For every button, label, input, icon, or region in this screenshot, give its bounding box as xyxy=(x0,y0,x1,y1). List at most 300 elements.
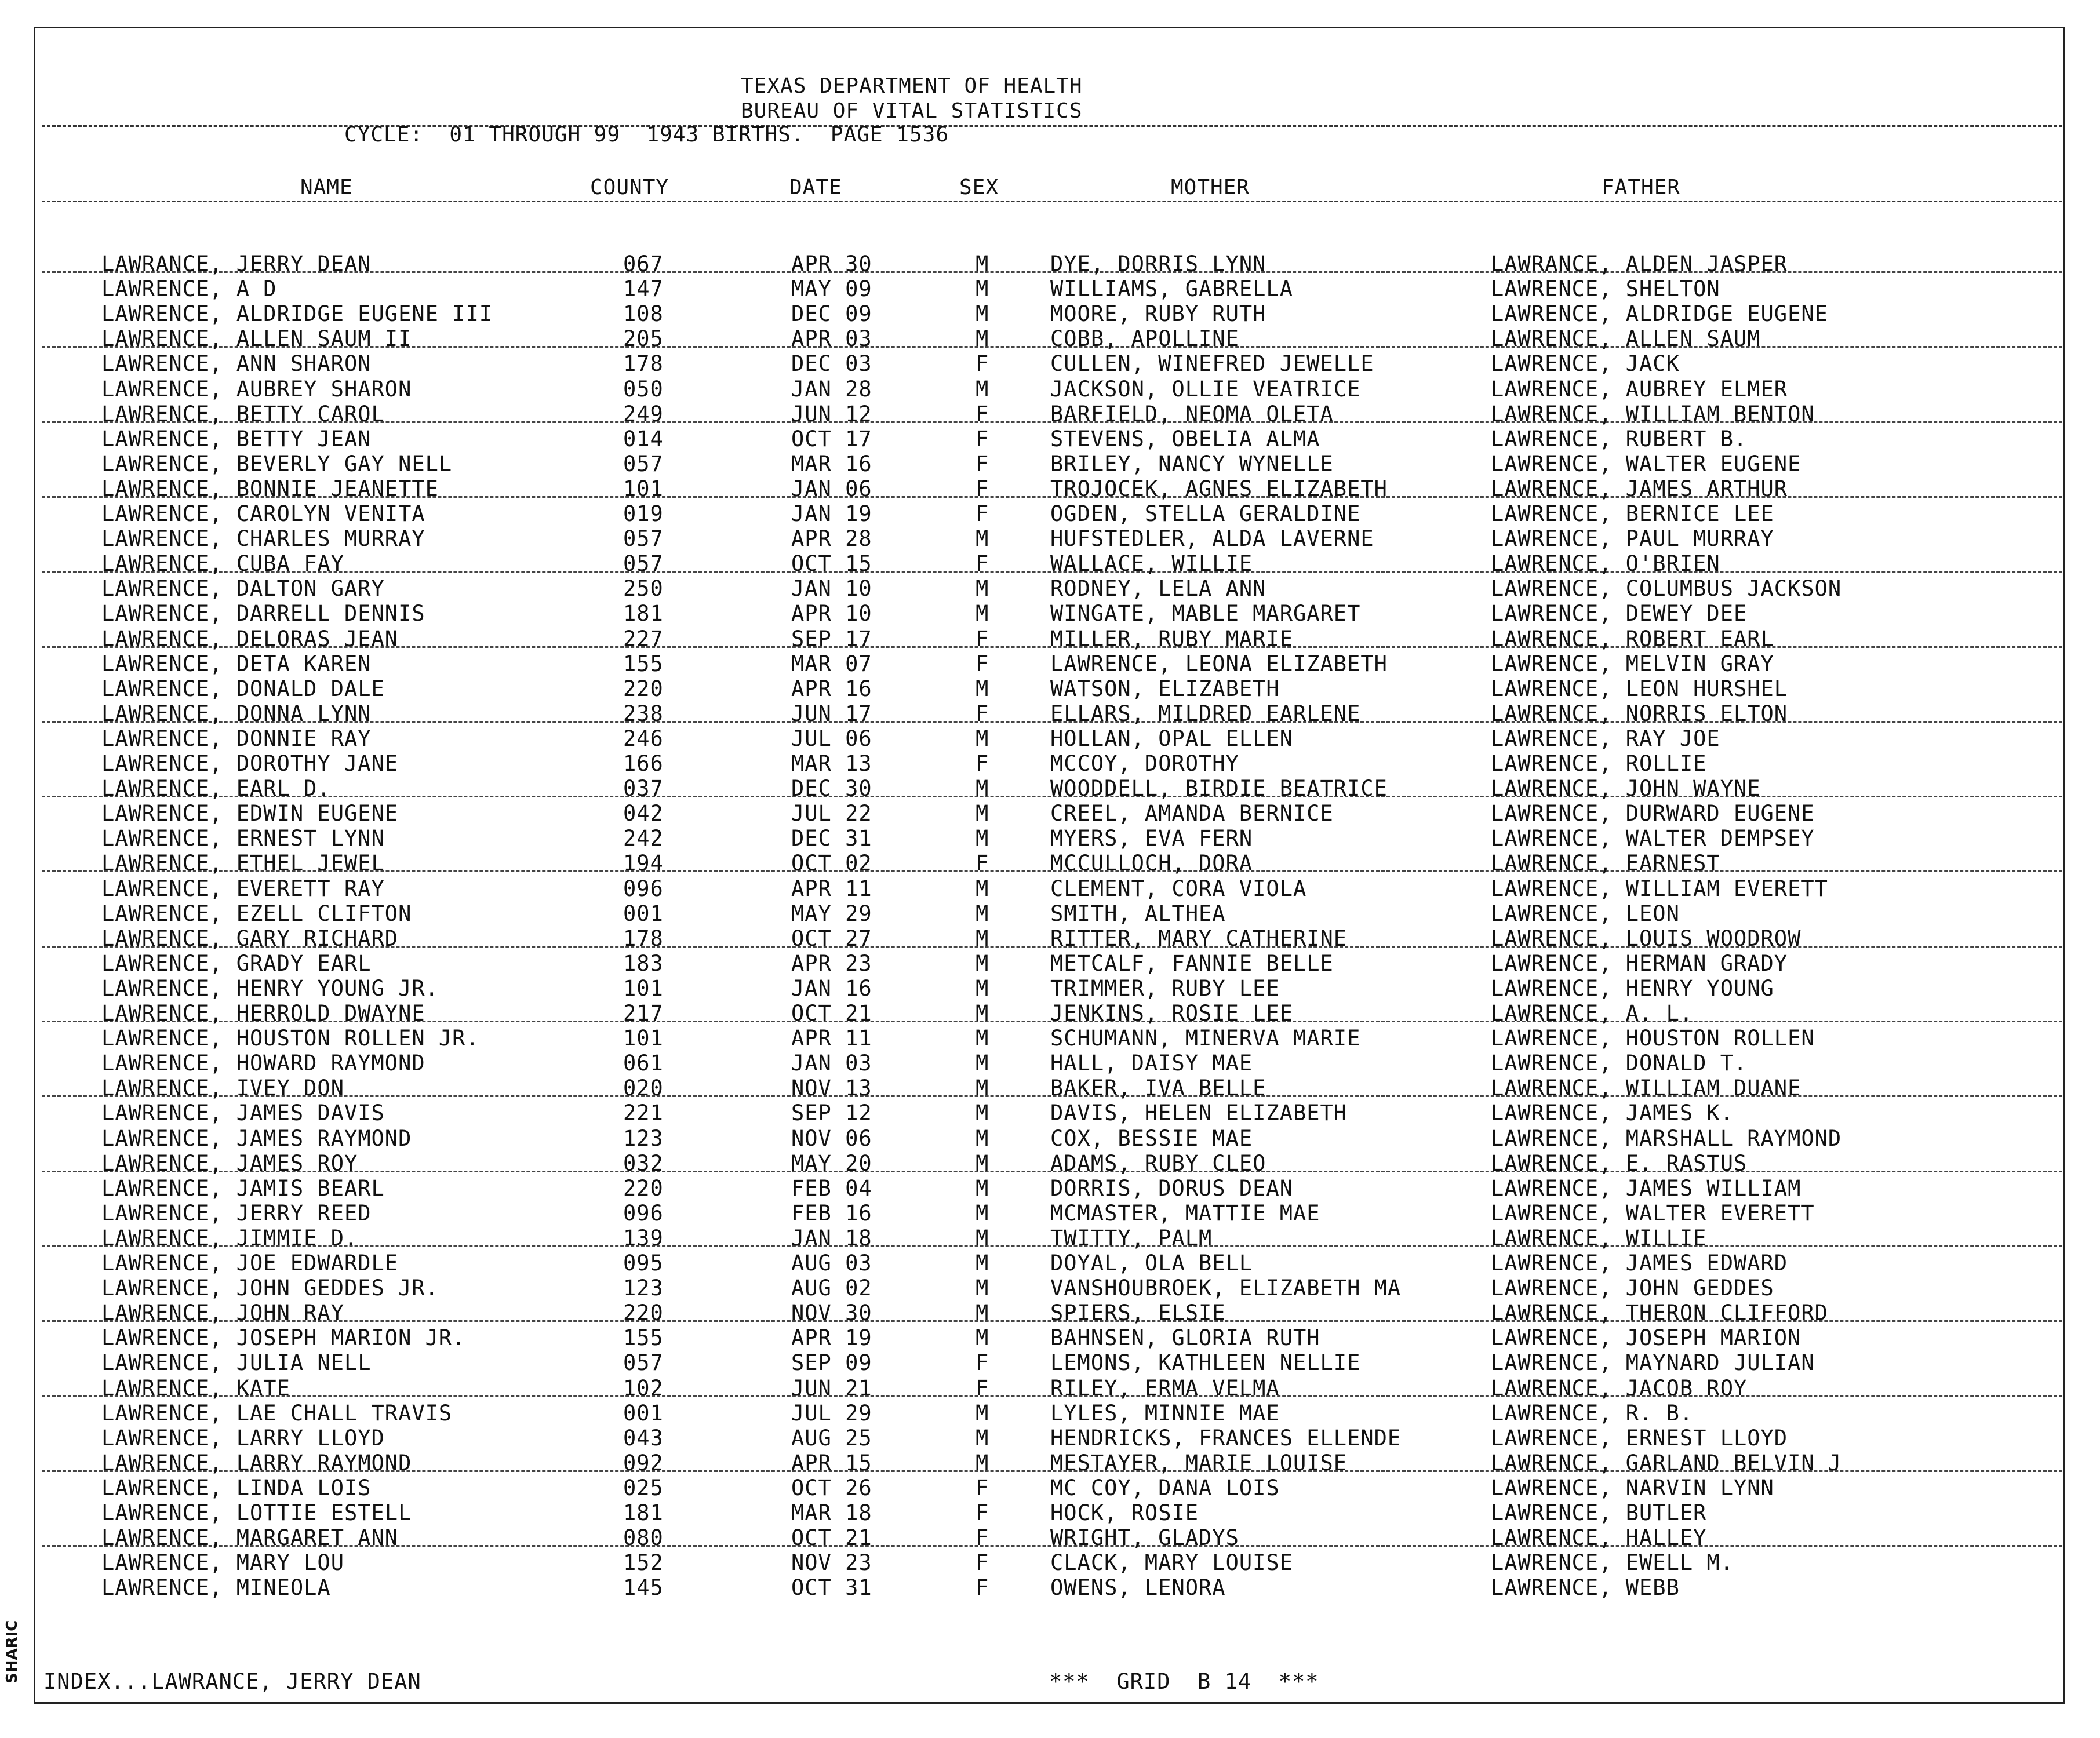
table-row xyxy=(0,626,2063,651)
table-row xyxy=(0,1550,2063,1575)
cell-mother: SPIERS, ELSIE xyxy=(1050,1300,1226,1326)
cell-name: LAWRENCE, LINDA LOIS xyxy=(101,1475,372,1500)
cell-father: LAWRENCE, MAYNARD JULIAN xyxy=(1491,1350,1815,1376)
cell-name: LAWRENCE, HOWARD RAYMOND xyxy=(101,1051,425,1076)
cell-name: LAWRENCE, CHARLES MURRAY xyxy=(101,526,425,552)
cell-county: 246 xyxy=(623,726,664,751)
cell-father: LAWRENCE, JAMES K. xyxy=(1491,1101,1734,1126)
table-row xyxy=(0,1376,2063,1401)
table-row xyxy=(0,1001,2063,1026)
cell-mother: DAVIS, HELEN ELIZABETH xyxy=(1050,1101,1348,1126)
table-row xyxy=(0,801,2063,826)
cell-county: 227 xyxy=(623,626,664,651)
cell-father: LAWRENCE, EARNEST xyxy=(1491,851,1720,876)
cell-mother: WALLACE, WILLIE xyxy=(1050,551,1253,577)
table-row xyxy=(0,402,2063,427)
cell-sex: M xyxy=(976,526,989,552)
cell-sex: M xyxy=(976,1125,989,1151)
table-row xyxy=(0,276,2063,301)
cell-sex: F xyxy=(976,626,989,651)
cell-date: APR 30 xyxy=(791,252,872,276)
cell-date: NOV 23 xyxy=(791,1550,872,1576)
cell-father: LAWRENCE, NORRIS ELTON xyxy=(1491,701,1788,726)
cell-sex: M xyxy=(976,252,989,276)
cell-name: LAWRENCE, JULIA NELL xyxy=(101,1350,372,1376)
table-row xyxy=(0,1575,2063,1600)
cell-date: JAN 06 xyxy=(791,476,872,501)
cell-name: LAWRENCE, JOHN GEDDES JR. xyxy=(101,1276,439,1301)
cell-sex: M xyxy=(976,1076,989,1101)
cell-mother: LEMONS, KATHLEEN NELLIE xyxy=(1050,1350,1361,1376)
cell-date: APR 16 xyxy=(791,676,872,701)
cell-sex: M xyxy=(976,1276,989,1301)
cell-sex: M xyxy=(976,1051,989,1076)
table-row xyxy=(0,1475,2063,1500)
cell-father: LAWRENCE, ALLEN SAUM xyxy=(1491,326,1761,352)
cell-name: LAWRENCE, JAMES ROY xyxy=(101,1150,358,1176)
cell-mother: COX, BESSIE MAE xyxy=(1050,1125,1253,1151)
cell-name: LAWRENCE, BEVERLY GAY NELL xyxy=(101,451,453,476)
cell-date: NOV 30 xyxy=(791,1300,872,1326)
cell-sex: M xyxy=(976,576,989,602)
cell-date: AUG 02 xyxy=(791,1276,872,1301)
cell-name: LAWRENCE, BONNIE JEANETTE xyxy=(101,476,439,501)
cell-county: 014 xyxy=(623,426,664,451)
cell-father: LAWRENCE, BUTLER xyxy=(1491,1500,1707,1525)
cell-mother: HALL, DAISY MAE xyxy=(1050,1051,1253,1076)
table-row xyxy=(0,1101,2063,1125)
cell-county: 155 xyxy=(623,651,664,676)
cell-county: 155 xyxy=(623,1325,664,1351)
table-row xyxy=(0,526,2063,551)
cell-name: LAWRENCE, LARRY LLOYD xyxy=(101,1425,385,1451)
cell-father: LAWRENCE, JAMES ARTHUR xyxy=(1491,476,1788,501)
cell-county: 061 xyxy=(623,1051,664,1076)
cell-county: 101 xyxy=(623,975,664,1001)
cell-county: 092 xyxy=(623,1450,664,1475)
cell-county: 183 xyxy=(623,950,664,976)
cell-date: SEP 12 xyxy=(791,1101,872,1126)
cell-father: LAWRENCE, A. L. xyxy=(1491,1001,1694,1026)
cell-father: LAWRENCE, BERNICE LEE xyxy=(1491,501,1774,526)
agency-title: TEXAS DEPARTMENT OF HEALTH xyxy=(741,74,1083,98)
cell-county: 102 xyxy=(623,1375,664,1401)
cell-county: 037 xyxy=(623,776,664,801)
table-row xyxy=(0,751,2063,776)
cell-mother: ADAMS, RUBY CLEO xyxy=(1050,1150,1266,1176)
cell-county: 249 xyxy=(623,401,664,427)
table-row xyxy=(0,726,2063,751)
cell-sex: M xyxy=(976,1450,989,1475)
cell-date: JUN 17 xyxy=(791,701,872,726)
cell-county: 147 xyxy=(623,276,664,302)
cell-father: LAWRENCE, NARVIN LYNN xyxy=(1491,1475,1774,1500)
table-row xyxy=(0,651,2063,676)
cell-county: 181 xyxy=(623,1500,664,1525)
cell-county: 025 xyxy=(623,1475,664,1500)
cell-date: APR 11 xyxy=(791,876,872,901)
cell-county: 020 xyxy=(623,1076,664,1101)
cell-father: LAWRENCE, WILLIAM EVERETT xyxy=(1491,876,1828,901)
cell-date: MAY 20 xyxy=(791,1150,872,1176)
cell-sex: F xyxy=(976,476,989,501)
cell-father: LAWRENCE, ALDRIDGE EUGENE xyxy=(1491,301,1828,327)
cell-name: LAWRENCE, ERNEST LYNN xyxy=(101,826,385,851)
cell-mother: JENKINS, ROSIE LEE xyxy=(1050,1001,1293,1026)
cell-father: LAWRENCE, RAY JOE xyxy=(1491,726,1720,751)
cell-county: 057 xyxy=(623,526,664,552)
cell-county: 220 xyxy=(623,1175,664,1201)
cell-father: LAWRENCE, HOUSTON ROLLEN xyxy=(1491,1026,1815,1051)
cell-county: 096 xyxy=(623,1200,664,1226)
cell-sex: M xyxy=(976,876,989,901)
cell-date: APR 15 xyxy=(791,1450,872,1475)
cell-county: 166 xyxy=(623,751,664,776)
cell-father: LAWRENCE, R. B. xyxy=(1491,1400,1694,1426)
cell-mother: STEVENS, OBELIA ALMA xyxy=(1050,426,1320,451)
cell-mother: MCCOY, DOROTHY xyxy=(1050,751,1239,776)
cell-date: JAN 16 xyxy=(791,975,872,1001)
cell-mother: LYLES, MINNIE MAE xyxy=(1050,1400,1280,1426)
cell-county: 220 xyxy=(623,1300,664,1326)
cell-date: NOV 13 xyxy=(791,1076,872,1101)
cell-father: LAWRENCE, DURWARD EUGENE xyxy=(1491,801,1815,826)
table-row xyxy=(0,1126,2063,1151)
col-mother-header: MOTHER xyxy=(1171,176,1250,199)
cell-date: MAY 09 xyxy=(791,276,872,302)
cell-sex: M xyxy=(976,676,989,701)
cell-date: JAN 18 xyxy=(791,1225,872,1251)
cell-county: 242 xyxy=(623,826,664,851)
cell-name: LAWRENCE, AUBREY SHARON xyxy=(101,376,412,402)
table-row xyxy=(0,501,2063,526)
cell-name: LAWRANCE, JERRY DEAN xyxy=(101,252,372,276)
cell-father: LAWRENCE, HALLEY xyxy=(1491,1525,1707,1551)
cell-county: 250 xyxy=(623,576,664,602)
cell-name: LAWRENCE, HOUSTON ROLLEN JR. xyxy=(101,1026,479,1051)
table-row xyxy=(0,1451,2063,1475)
cell-sex: M xyxy=(976,975,989,1001)
cell-sex: M xyxy=(976,1251,989,1276)
cell-date: AUG 25 xyxy=(791,1425,872,1451)
cell-mother: RILEY, ERMA VELMA xyxy=(1050,1375,1280,1401)
cell-mother: WOODDELL, BIRDIE BEATRICE xyxy=(1050,776,1388,801)
cell-father: LAWRENCE, PAUL MURRAY xyxy=(1491,526,1774,552)
cell-name: LAWRENCE, ALDRIDGE EUGENE III xyxy=(101,301,493,327)
cell-father: LAWRENCE, WILLIE xyxy=(1491,1225,1707,1251)
cell-sex: M xyxy=(976,1325,989,1351)
cell-father: LAWRENCE, EWELL M. xyxy=(1491,1550,1734,1576)
table-row xyxy=(0,252,2063,276)
cell-mother: HOCK, ROSIE xyxy=(1050,1500,1199,1525)
cell-county: 050 xyxy=(623,376,664,402)
cell-name: LAWRENCE, DOROTHY JANE xyxy=(101,751,399,776)
cell-county: 217 xyxy=(623,1001,664,1026)
cell-county: 067 xyxy=(623,252,664,276)
cell-date: MAR 07 xyxy=(791,651,872,676)
cell-name: LAWRENCE, DETA KAREN xyxy=(101,651,372,676)
cell-father: LAWRENCE, COLUMBUS JACKSON xyxy=(1491,576,1842,602)
cell-name: LAWRENCE, DONNA LYNN xyxy=(101,701,372,726)
cell-name: LAWRENCE, JOSEPH MARION JR. xyxy=(101,1325,466,1351)
cell-mother: MOORE, RUBY RUTH xyxy=(1050,301,1266,327)
cell-date: APR 23 xyxy=(791,950,872,976)
table-row xyxy=(0,1076,2063,1101)
cell-mother: MILLER, RUBY MARIE xyxy=(1050,626,1293,651)
table-row xyxy=(0,1226,2063,1251)
table-row xyxy=(0,1251,2063,1276)
cell-county: 139 xyxy=(623,1225,664,1251)
cell-county: 057 xyxy=(623,551,664,577)
cell-name: LAWRENCE, LAE CHALL TRAVIS xyxy=(101,1400,453,1426)
cell-father: LAWRENCE, GARLAND BELVIN J xyxy=(1491,1450,1842,1475)
cell-county: 043 xyxy=(623,1425,664,1451)
cell-name: LAWRENCE, HENRY YOUNG JR. xyxy=(101,975,439,1001)
cell-mother: CULLEN, WINEFRED JEWELLE xyxy=(1050,351,1374,377)
cell-date: DEC 03 xyxy=(791,351,872,377)
cell-date: OCT 21 xyxy=(791,1001,872,1026)
table-row xyxy=(0,551,2063,576)
cell-mother: MCMASTER, MATTIE MAE xyxy=(1050,1200,1320,1226)
cell-mother: CREEL, AMANDA BERNICE xyxy=(1050,801,1334,826)
cell-county: 194 xyxy=(623,851,664,876)
cell-sex: M xyxy=(976,376,989,402)
cell-county: 032 xyxy=(623,1150,664,1176)
cell-name: LAWRENCE, DALTON GARY xyxy=(101,576,385,602)
table-row xyxy=(0,377,2063,402)
cell-date: DEC 09 xyxy=(791,301,872,327)
cell-name: LAWRENCE, KATE xyxy=(101,1375,290,1401)
cell-father: LAWRENCE, JOSEPH MARION xyxy=(1491,1325,1801,1351)
cell-sex: F xyxy=(976,1475,989,1500)
cell-county: 220 xyxy=(623,676,664,701)
cell-father: LAWRENCE, JOHN GEDDES xyxy=(1491,1276,1774,1301)
cell-county: 095 xyxy=(623,1251,664,1276)
cell-sex: M xyxy=(976,1026,989,1051)
cell-mother: BAHNSEN, GLORIA RUTH xyxy=(1050,1325,1320,1351)
cell-name: LAWRENCE, EVERETT RAY xyxy=(101,876,385,901)
cell-father: LAWRENCE, WALTER DEMPSEY xyxy=(1491,826,1815,851)
cell-father: LAWRENCE, O'BRIEN xyxy=(1491,551,1720,577)
cell-name: LAWRENCE, EARL D. xyxy=(101,776,331,801)
table-row xyxy=(0,1401,2063,1426)
cell-father: LAWRENCE, HENRY YOUNG xyxy=(1491,975,1774,1001)
cell-sex: M xyxy=(976,1200,989,1226)
cell-date: MAY 29 xyxy=(791,901,872,926)
cell-date: JUL 06 xyxy=(791,726,872,751)
cell-sex: M xyxy=(976,1300,989,1326)
cell-mother: WILLIAMS, GABRELLA xyxy=(1050,276,1293,302)
cell-mother: TWITTY, PALM xyxy=(1050,1225,1213,1251)
cell-mother: MC COY, DANA LOIS xyxy=(1050,1475,1280,1500)
table-row xyxy=(0,926,2063,951)
cell-county: 042 xyxy=(623,801,664,826)
cell-mother: LAWRENCE, LEONA ELIZABETH xyxy=(1050,651,1388,676)
cell-father: LAWRENCE, WALTER EVERETT xyxy=(1491,1200,1815,1226)
cell-father: LAWRENCE, E. RASTUS xyxy=(1491,1150,1748,1176)
cell-date: OCT 27 xyxy=(791,926,872,951)
cell-date: MAR 16 xyxy=(791,451,872,476)
side-label: SHARIC xyxy=(3,1620,21,1684)
cell-name: LAWRENCE, ETHEL JEWEL xyxy=(101,851,385,876)
cell-name: LAWRENCE, JIMMIE D. xyxy=(101,1225,358,1251)
cell-mother: WINGATE, MABLE MARGARET xyxy=(1050,601,1361,626)
cell-father: LAWRENCE, SHELTON xyxy=(1491,276,1720,302)
cell-mother: DOYAL, OLA BELL xyxy=(1050,1251,1253,1276)
table-row xyxy=(0,876,2063,901)
cell-date: APR 03 xyxy=(791,326,872,352)
cell-county: 205 xyxy=(623,326,664,352)
cell-date: APR 19 xyxy=(791,1325,872,1351)
cell-name: LAWRENCE, EDWIN EUGENE xyxy=(101,801,399,826)
cell-father: LAWRENCE, WEBB xyxy=(1491,1575,1680,1601)
cell-sex: M xyxy=(976,801,989,826)
table-row xyxy=(0,1151,2063,1176)
grid-footer: *** GRID B 14 *** xyxy=(1049,1669,1319,1694)
table-row xyxy=(0,901,2063,926)
cell-mother: CLEMENT, CORA VIOLA xyxy=(1050,876,1307,901)
cell-county: 178 xyxy=(623,351,664,377)
cell-father: LAWRANCE, ALDEN JASPER xyxy=(1491,252,1788,276)
cell-sex: F xyxy=(976,351,989,377)
cell-father: LAWRENCE, WILLIAM DUANE xyxy=(1491,1076,1801,1101)
cell-date: SEP 17 xyxy=(791,626,872,651)
cell-date: MAR 18 xyxy=(791,1500,872,1525)
cell-county: 123 xyxy=(623,1276,664,1301)
cell-mother: WATSON, ELIZABETH xyxy=(1050,676,1280,701)
cell-name: LAWRENCE, MINEOLA xyxy=(101,1575,331,1601)
cell-sex: F xyxy=(976,651,989,676)
cell-name: LAWRENCE, MARY LOU xyxy=(101,1550,344,1576)
cell-date: SEP 09 xyxy=(791,1350,872,1376)
cell-mother: MYERS, EVA FERN xyxy=(1050,826,1253,851)
cell-date: JUN 12 xyxy=(791,401,872,427)
cell-county: 096 xyxy=(623,876,664,901)
table-row xyxy=(0,1525,2063,1550)
cell-father: LAWRENCE, MARSHALL RAYMOND xyxy=(1491,1125,1842,1151)
cell-mother: ELLARS, MILDRED EARLENE xyxy=(1050,701,1361,726)
cell-county: 101 xyxy=(623,476,664,501)
table-row xyxy=(0,1426,2063,1451)
cell-name: LAWRENCE, ALLEN SAUM II xyxy=(101,326,412,352)
cell-mother: RODNEY, LELA ANN xyxy=(1050,576,1266,602)
cell-sex: F xyxy=(976,1375,989,1401)
cell-county: 057 xyxy=(623,1350,664,1376)
table-row xyxy=(0,676,2063,701)
cell-date: OCT 02 xyxy=(791,851,872,876)
cell-name: LAWRENCE, JERRY REED xyxy=(101,1200,372,1226)
table-row xyxy=(0,301,2063,326)
cell-name: LAWRENCE, LARRY RAYMOND xyxy=(101,1450,412,1475)
table-row xyxy=(0,1201,2063,1226)
cell-name: LAWRENCE, GRADY EARL xyxy=(101,950,372,976)
cell-date: JAN 03 xyxy=(791,1051,872,1076)
cell-date: DEC 30 xyxy=(791,776,872,801)
cell-father: LAWRENCE, LEON HURSHEL xyxy=(1491,676,1788,701)
cell-father: LAWRENCE, LOUIS WOODROW xyxy=(1491,926,1801,951)
cell-mother: DYE, DORRIS LYNN xyxy=(1050,252,1266,276)
cell-name: LAWRENCE, JAMES DAVIS xyxy=(101,1101,385,1126)
cell-name: LAWRENCE, DARRELL DENNIS xyxy=(101,601,425,626)
cell-county: 001 xyxy=(623,1400,664,1426)
cell-sex: M xyxy=(976,1425,989,1451)
cell-sex: M xyxy=(976,601,989,626)
cell-name: LAWRENCE, CUBA FAY xyxy=(101,551,344,577)
cell-father: LAWRENCE, JACK xyxy=(1491,351,1680,377)
cell-mother: OGDEN, STELLA GERALDINE xyxy=(1050,501,1361,526)
cell-date: APR 28 xyxy=(791,526,872,552)
table-row xyxy=(0,601,2063,626)
cell-mother: BARFIELD, NEOMA OLETA xyxy=(1050,401,1334,427)
table-row xyxy=(0,951,2063,976)
cell-county: 108 xyxy=(623,301,664,327)
cell-date: OCT 26 xyxy=(791,1475,872,1500)
cell-sex: M xyxy=(976,726,989,751)
cell-father: LAWRENCE, JOHN WAYNE xyxy=(1491,776,1761,801)
table-row xyxy=(0,1300,2063,1325)
index-footer: INDEX...LAWRANCE, JERRY DEAN xyxy=(43,1669,421,1694)
cell-county: 080 xyxy=(623,1525,664,1551)
cell-sex: F xyxy=(976,751,989,776)
cell-sex: F xyxy=(976,851,989,876)
cell-county: 221 xyxy=(623,1101,664,1126)
cell-mother: MESTAYER, MARIE LOUISE xyxy=(1050,1450,1348,1475)
cell-name: LAWRENCE, DONALD DALE xyxy=(101,676,385,701)
cell-mother: HUFSTEDLER, ALDA LAVERNE xyxy=(1050,526,1374,552)
cell-county: 101 xyxy=(623,1026,664,1051)
cell-name: LAWRENCE, ANN SHARON xyxy=(101,351,372,377)
cell-mother: SMITH, ALTHEA xyxy=(1050,901,1226,926)
cell-name: LAWRENCE, JAMES RAYMOND xyxy=(101,1125,412,1151)
cell-name: LAWRENCE, DONNIE RAY xyxy=(101,726,372,751)
cell-date: JAN 10 xyxy=(791,576,872,602)
cell-name: LAWRENCE, JOE EDWARDLE xyxy=(101,1251,399,1276)
cell-name: LAWRENCE, MARGARET ANN xyxy=(101,1525,399,1551)
cell-father: LAWRENCE, JACOB ROY xyxy=(1491,1375,1748,1401)
cell-date: MAR 13 xyxy=(791,751,872,776)
column-header-rule xyxy=(42,201,2062,202)
table-row xyxy=(0,1500,2063,1525)
table-row xyxy=(0,1176,2063,1201)
table-row xyxy=(0,851,2063,876)
cell-father: LAWRENCE, JAMES EDWARD xyxy=(1491,1251,1788,1276)
cell-name: LAWRENCE, HERROLD DWAYNE xyxy=(101,1001,425,1026)
cell-name: LAWRENCE, BETTY JEAN xyxy=(101,426,372,451)
cell-mother: HOLLAN, OPAL ELLEN xyxy=(1050,726,1293,751)
cell-county: 145 xyxy=(623,1575,664,1601)
cell-mother: BRILEY, NANCY WYNELLE xyxy=(1050,451,1334,476)
cell-sex: M xyxy=(976,950,989,976)
cell-father: LAWRENCE, AUBREY ELMER xyxy=(1491,376,1788,402)
cell-father: LAWRENCE, DONALD T. xyxy=(1491,1051,1748,1076)
cell-mother: RITTER, MARY CATHERINE xyxy=(1050,926,1348,951)
cell-name: LAWRENCE, GARY RICHARD xyxy=(101,926,399,951)
cell-mother: JACKSON, OLLIE VEATRICE xyxy=(1050,376,1361,402)
cell-date: APR 10 xyxy=(791,601,872,626)
table-row xyxy=(0,427,2063,451)
bureau-title: BUREAU OF VITAL STATISTICS xyxy=(741,99,1083,123)
table-row xyxy=(0,701,2063,726)
table-row xyxy=(0,326,2063,351)
cell-sex: M xyxy=(976,1150,989,1176)
col-sex-header: SEX xyxy=(959,176,999,199)
cell-sex: M xyxy=(976,276,989,302)
cell-mother: VANSHOUBROEK, ELIZABETH MA xyxy=(1050,1276,1402,1301)
cell-father: LAWRENCE, JAMES WILLIAM xyxy=(1491,1175,1801,1201)
cycle-line: CYCLE: 01 THROUGH 99 1943 BIRTHS. PAGE 1536 xyxy=(344,123,949,147)
table-row xyxy=(0,826,2063,851)
cell-name: LAWRENCE, DELORAS JEAN xyxy=(101,626,399,651)
